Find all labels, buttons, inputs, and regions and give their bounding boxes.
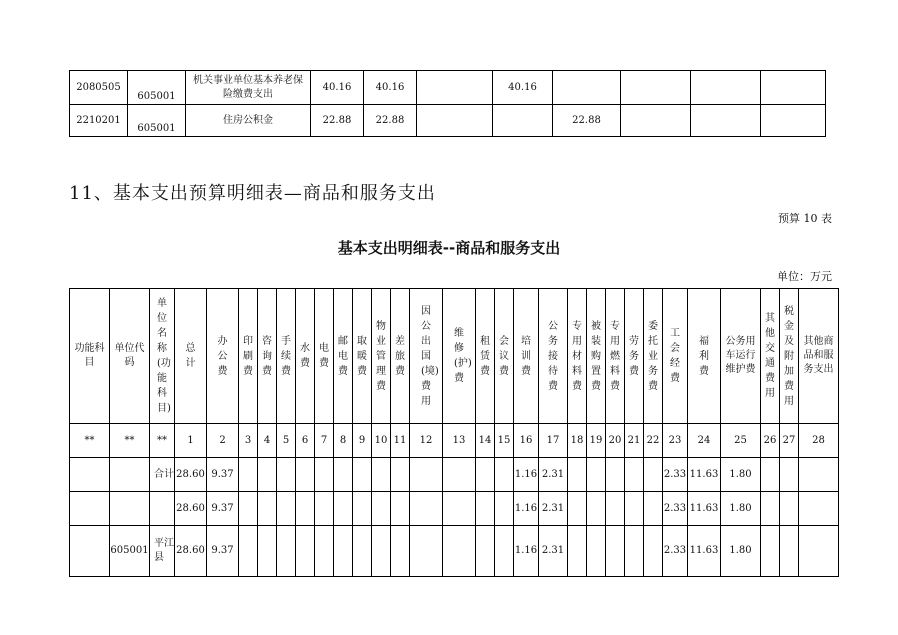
table-cell: 11.63	[688, 492, 721, 526]
cell-value	[691, 71, 761, 105]
table-cell	[258, 492, 277, 526]
column-header: 公务用车运行维护费	[721, 289, 761, 424]
cell-value	[417, 105, 493, 137]
table-cell	[315, 492, 334, 526]
column-header: 物业管理费	[372, 289, 391, 424]
table-cell	[110, 458, 150, 492]
table-cell: 1.16	[514, 526, 539, 577]
table-cell	[780, 458, 799, 492]
table-cell: 2.31	[539, 526, 568, 577]
column-number: 16	[514, 424, 539, 458]
column-header: 福利费	[688, 289, 721, 424]
column-number: 1	[175, 424, 207, 458]
table-cell	[410, 492, 443, 526]
column-number: 2	[207, 424, 239, 458]
column-header: 租赁费	[476, 289, 495, 424]
table-cell	[644, 492, 663, 526]
table-cell	[495, 526, 514, 577]
column-number: 11	[391, 424, 410, 458]
column-header: 培训费	[514, 289, 539, 424]
expenditure-table	[69, 288, 839, 577]
table-cell: 合计	[150, 458, 175, 492]
table-cell	[568, 458, 587, 492]
table-cell: 9.37	[207, 458, 239, 492]
table-cell	[476, 458, 495, 492]
column-header: 电费	[315, 289, 334, 424]
table-cell: 2.33	[663, 458, 688, 492]
table-cell	[443, 458, 476, 492]
table-number: 预算 10 表	[778, 212, 832, 225]
table-cell	[625, 492, 644, 526]
table-cell: 28.60	[175, 458, 207, 492]
cell-value: 40.16	[364, 71, 417, 105]
table-cell	[799, 492, 839, 526]
column-number: **	[150, 424, 175, 458]
table-cell: 1.16	[514, 492, 539, 526]
table-cell	[391, 458, 410, 492]
table-cell	[353, 526, 372, 577]
unit-label: 单位：万元	[777, 270, 832, 283]
table-cell: 9.37	[207, 526, 239, 577]
table-cell	[761, 492, 780, 526]
table-cell: 1.80	[721, 526, 761, 577]
table-cell	[780, 492, 799, 526]
column-number: 9	[353, 424, 372, 458]
table-cell: 2.31	[539, 458, 568, 492]
table-title: 基本支出明细表--商品和服务支出	[337, 239, 561, 257]
table-cell: 2.33	[663, 492, 688, 526]
table-cell	[587, 458, 606, 492]
column-header: 单位代码	[110, 289, 150, 424]
cell-value: 22.88	[311, 105, 364, 137]
table-row	[70, 71, 826, 105]
table-cell: 2.33	[663, 526, 688, 577]
table-row	[70, 458, 839, 492]
column-header: 维修(护)费	[443, 289, 476, 424]
table-cell	[761, 526, 780, 577]
table-row	[70, 289, 839, 424]
column-number: 20	[606, 424, 625, 458]
table-cell	[443, 492, 476, 526]
table-cell	[239, 458, 258, 492]
table-cell	[799, 458, 839, 492]
column-number: 21	[625, 424, 644, 458]
cell-unit: 605001	[128, 105, 186, 137]
table-cell	[353, 458, 372, 492]
column-number: 8	[334, 424, 353, 458]
table-cell	[568, 526, 587, 577]
table-row	[70, 526, 839, 577]
column-header: 公务接待费	[539, 289, 568, 424]
column-number: 24	[688, 424, 721, 458]
table-cell	[372, 526, 391, 577]
table-cell	[606, 458, 625, 492]
table-cell: 1.80	[721, 492, 761, 526]
column-header: 邮电费	[334, 289, 353, 424]
table-cell	[606, 492, 625, 526]
table-cell	[296, 458, 315, 492]
column-number: 14	[476, 424, 495, 458]
table-cell: 605001	[110, 526, 150, 577]
table-cell	[334, 526, 353, 577]
cell-value	[761, 71, 826, 105]
column-number: 17	[539, 424, 568, 458]
column-header: 功能科目	[70, 289, 110, 424]
cell-value	[553, 71, 621, 105]
column-header: 委托业务费	[644, 289, 663, 424]
table-cell	[258, 526, 277, 577]
column-number: 12	[410, 424, 443, 458]
column-header: 税金及附加费用	[780, 289, 799, 424]
table-cell	[644, 526, 663, 577]
table-row	[70, 105, 826, 137]
table-cell	[277, 526, 296, 577]
column-number: 6	[296, 424, 315, 458]
table-cell	[334, 492, 353, 526]
column-header: 印刷费	[239, 289, 258, 424]
table-cell: 11.63	[688, 526, 721, 577]
table-cell	[110, 492, 150, 526]
column-number: 3	[239, 424, 258, 458]
cell-value	[621, 71, 691, 105]
table-cell	[372, 492, 391, 526]
column-header: 专用材料费	[568, 289, 587, 424]
table-cell	[644, 458, 663, 492]
table-cell	[391, 492, 410, 526]
column-header: 劳务费	[625, 289, 644, 424]
table-cell: 28.60	[175, 526, 207, 577]
column-number: 10	[372, 424, 391, 458]
cell-value	[761, 105, 826, 137]
table-cell	[315, 526, 334, 577]
column-header: 取暖费	[353, 289, 372, 424]
column-number: 5	[277, 424, 296, 458]
column-number: 26	[761, 424, 780, 458]
column-number: 28	[799, 424, 839, 458]
table-cell	[296, 526, 315, 577]
cell-value: 40.16	[311, 71, 364, 105]
cell-value: 40.16	[493, 71, 553, 105]
table-cell	[315, 458, 334, 492]
table-cell	[353, 492, 372, 526]
table-cell: 1.80	[721, 458, 761, 492]
column-header: 咨询费	[258, 289, 277, 424]
column-number: 18	[568, 424, 587, 458]
column-number: 15	[495, 424, 514, 458]
table-cell	[476, 492, 495, 526]
cell-value	[493, 105, 553, 137]
table-cell	[443, 526, 476, 577]
table-cell: 28.60	[175, 492, 207, 526]
cell-code: 2080505	[70, 71, 128, 105]
table-cell	[476, 526, 495, 577]
table-cell	[239, 492, 258, 526]
column-number: **	[110, 424, 150, 458]
table-cell	[625, 458, 644, 492]
table-row	[70, 424, 839, 458]
column-header: 会议费	[495, 289, 514, 424]
table-cell	[150, 492, 175, 526]
table-cell	[587, 526, 606, 577]
table-cell	[277, 492, 296, 526]
cell-value: 22.88	[364, 105, 417, 137]
column-number: 25	[721, 424, 761, 458]
table-cell	[258, 458, 277, 492]
table-cell	[568, 492, 587, 526]
section-title: 11、基本支出预算明细表—商品和服务支出	[69, 183, 436, 204]
table-cell	[277, 458, 296, 492]
cell-unit: 605001	[128, 71, 186, 105]
table-cell	[70, 492, 110, 526]
table-cell	[410, 526, 443, 577]
cell-name: 机关事业单位基本养老保险缴费支出	[186, 71, 311, 105]
table-cell	[587, 492, 606, 526]
table-cell	[334, 458, 353, 492]
table-cell	[70, 526, 110, 577]
cell-value	[691, 105, 761, 137]
table-cell	[495, 492, 514, 526]
table-cell	[70, 458, 110, 492]
table-cell: 2.31	[539, 492, 568, 526]
table-row	[70, 492, 839, 526]
column-number: 27	[780, 424, 799, 458]
table-cell	[780, 526, 799, 577]
table-cell: 9.37	[207, 492, 239, 526]
table-cell: 1.16	[514, 458, 539, 492]
column-number: 13	[443, 424, 476, 458]
column-header: 水费	[296, 289, 315, 424]
column-header: 被装购置费	[587, 289, 606, 424]
cell-value	[417, 71, 493, 105]
cell-value	[621, 105, 691, 137]
column-header: 手续费	[277, 289, 296, 424]
cell-name: 住房公积金	[186, 105, 311, 137]
column-number: 4	[258, 424, 277, 458]
column-number: **	[70, 424, 110, 458]
previous-table-fragment	[69, 70, 826, 137]
column-header: 办公费	[207, 289, 239, 424]
table-cell	[372, 458, 391, 492]
table-cell	[410, 458, 443, 492]
column-header: 专用燃料费	[606, 289, 625, 424]
table-cell: 平江县	[150, 526, 175, 577]
cell-value: 22.88	[553, 105, 621, 137]
table-cell	[625, 526, 644, 577]
table-cell	[239, 526, 258, 577]
column-header: 因公出国(境)费用	[410, 289, 443, 424]
column-header: 其他交通费用	[761, 289, 780, 424]
table-cell	[799, 526, 839, 577]
table-cell	[391, 526, 410, 577]
table-cell	[761, 458, 780, 492]
cell-code: 2210201	[70, 105, 128, 137]
column-header: 工会经费	[663, 289, 688, 424]
table-cell	[606, 526, 625, 577]
column-header: 总计	[175, 289, 207, 424]
table-cell: 11.63	[688, 458, 721, 492]
column-header: 其他商品和服务支出	[799, 289, 839, 424]
column-header: 差旅费	[391, 289, 410, 424]
column-number: 19	[587, 424, 606, 458]
column-number: 23	[663, 424, 688, 458]
column-header: 单位名称(功能科目)	[150, 289, 175, 424]
table-cell	[296, 492, 315, 526]
table-cell	[495, 458, 514, 492]
column-number: 7	[315, 424, 334, 458]
column-number: 22	[644, 424, 663, 458]
